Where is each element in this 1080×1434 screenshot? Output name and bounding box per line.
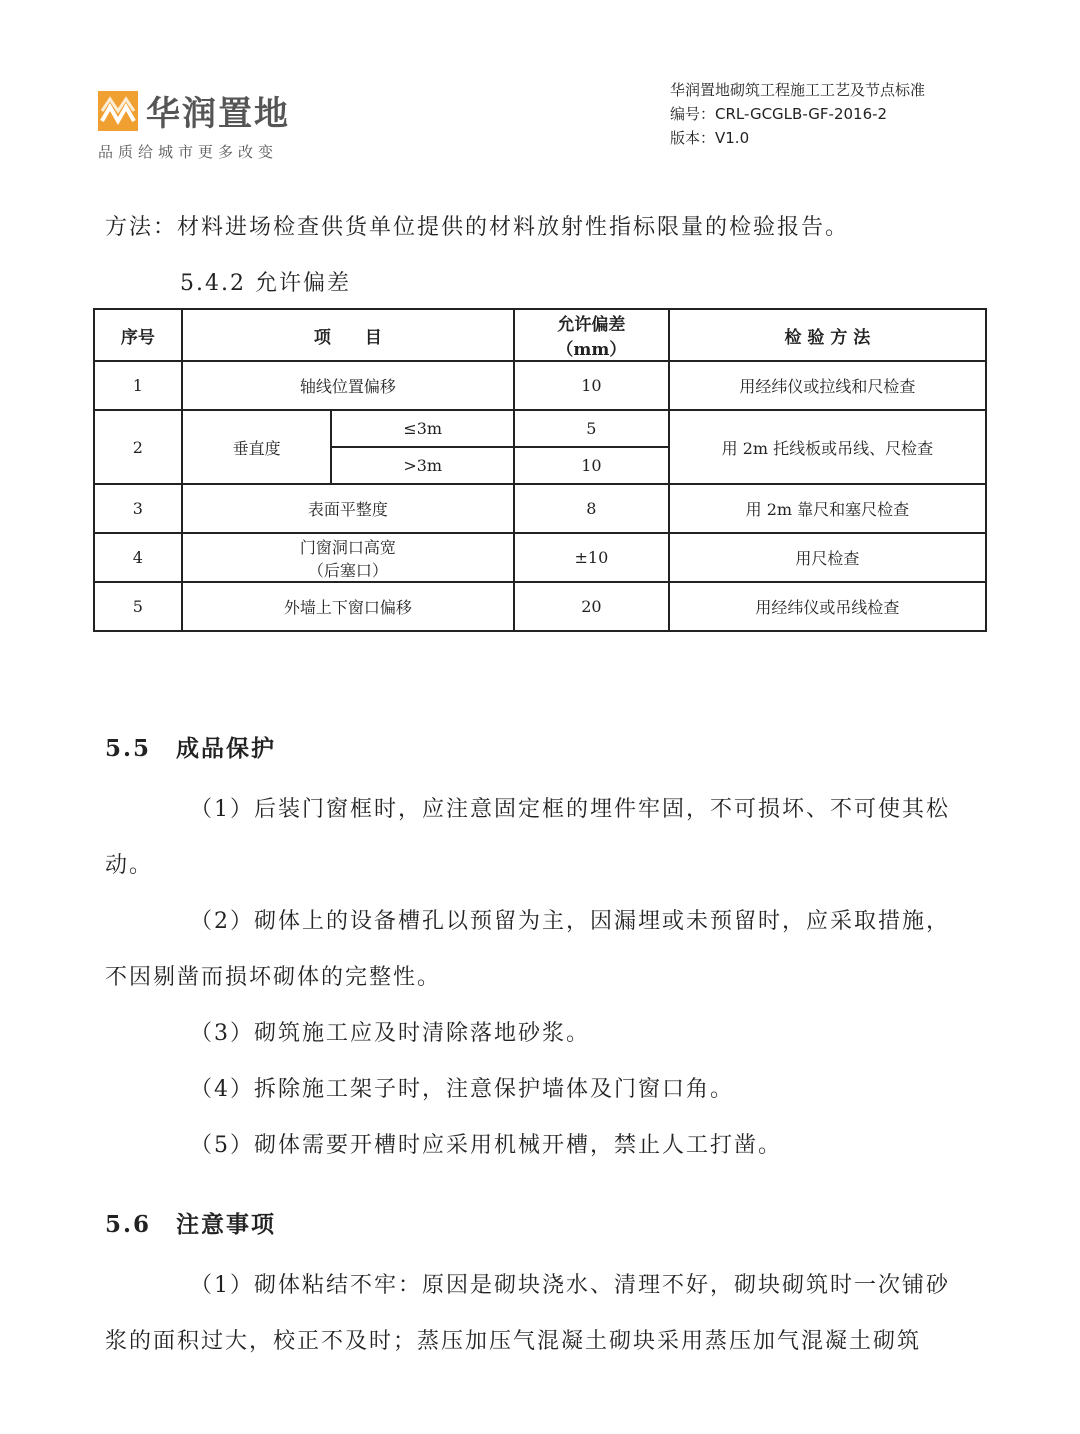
company-logo — [98, 86, 290, 162]
paragraph: （1）砌体粘结不牢：原因是砌块浇水、清理不好，砌块砌筑时一次铺砂 — [190, 1273, 950, 1298]
cell-method: 用经纬仪或拉线和尺检查 — [669, 361, 986, 410]
header-deviation-unit: （mm） — [556, 340, 627, 360]
cell-item: 垂直度 — [182, 410, 332, 484]
cell-subitem: ≤3m — [331, 410, 514, 447]
cell-no: 2 — [94, 410, 182, 484]
cell-subitem: >3m — [331, 447, 514, 484]
header-deviation — [514, 309, 669, 361]
table-row — [94, 410, 986, 447]
cell-method: 用经纬仪或吊线检查 — [669, 582, 986, 631]
cell-method: 用 2m 托线板或吊线、尺检查 — [669, 410, 986, 484]
method-paragraph: 方法：材料进场检查供货单位提供的材料放射性指标限量的检验报告。 — [105, 215, 850, 240]
cell-deviation: 5 — [514, 410, 669, 447]
section-5-4-2-heading: 5.4.2 允许偏差 — [180, 271, 351, 296]
header-method: 检 验 方 法 — [669, 309, 986, 361]
cell-method: 用尺检查 — [669, 533, 986, 582]
table-row — [94, 361, 986, 410]
cell-item-line: 门窗洞口高宽 — [299, 537, 396, 557]
cell-item: 表面平整度 — [182, 484, 514, 533]
cell-no: 5 — [94, 582, 182, 631]
header-item: 项 目 — [182, 309, 514, 361]
header-no: 序号 — [94, 309, 182, 361]
cell-deviation: 20 — [514, 582, 669, 631]
allowed-deviation-table — [93, 308, 987, 632]
paragraph: （1）后装门窗框时，应注意固定框的埋件牢固，不可损坏、不可使其松 — [190, 797, 950, 822]
cell-deviation: ±10 — [514, 533, 669, 582]
paragraph: （2）砌体上的设备槽孔以预留为主，因漏埋或未预留时，应采取措施， — [190, 909, 950, 934]
paragraph: 浆的面积过大，校正不及时；蒸压加压气混凝土砌块采用蒸压加气混凝土砌筑 — [105, 1329, 922, 1354]
paragraph: 不因剔凿而损坏砌体的完整性。 — [105, 965, 442, 990]
cell-no: 1 — [94, 361, 182, 410]
paragraph: 动。 — [105, 853, 154, 878]
table-row — [94, 484, 986, 533]
section-5-6-heading: 5.6 注意事项 — [105, 1211, 277, 1238]
logo-name: 华润置地 — [146, 94, 290, 134]
document-title: 华润置地砌筑工程施工工艺及节点标准 — [670, 81, 926, 99]
cell-item: 外墙上下窗口偏移 — [182, 582, 514, 631]
paragraph: （3）砌筑施工应及时清除落地砂浆。 — [190, 1021, 590, 1046]
table-header-row — [94, 309, 986, 361]
paragraph: （4）拆除施工架子时，注意保护墙体及门窗口角。 — [190, 1077, 734, 1102]
cell-deviation: 10 — [514, 361, 669, 410]
cell-item — [182, 533, 514, 582]
table-row — [94, 582, 986, 631]
table-row — [94, 533, 986, 582]
cell-no: 3 — [94, 484, 182, 533]
header-deviation-label: 允许偏差 — [557, 315, 626, 335]
logo-mark-icon — [98, 91, 138, 131]
section-5-5-heading: 5.5 成品保护 — [105, 735, 277, 762]
document-version: 版本：V1.0 — [670, 129, 750, 147]
cell-item-line: （后塞口） — [307, 560, 388, 580]
cell-deviation: 10 — [514, 447, 669, 484]
cell-method: 用 2m 靠尺和塞尺检查 — [669, 484, 986, 533]
cell-no: 4 — [94, 533, 182, 582]
document-info — [670, 78, 925, 150]
document-number: 编号：CRL-GCGLB-GF-2016-2 — [670, 105, 888, 123]
logo-slogan: 品质给城市更多改变 — [98, 143, 279, 161]
cell-item: 轴线位置偏移 — [182, 361, 514, 410]
cell-deviation: 8 — [514, 484, 669, 533]
paragraph: （5）砌体需要开槽时应采用机械开槽，禁止人工打凿。 — [190, 1133, 782, 1158]
